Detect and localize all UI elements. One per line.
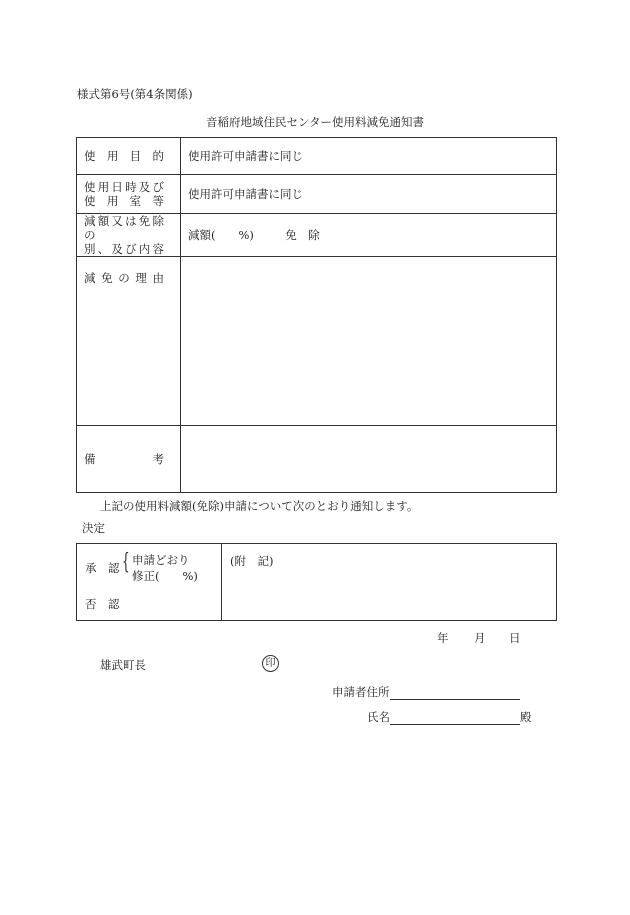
decision-row [77,544,557,621]
notice-text: 上記の使用料減額(免除)申請について次のとおり通知します。 [100,499,419,513]
document-title: 音稲府地域住民センター使用料減免通知書 [205,115,425,129]
table-row-purpose [77,138,557,175]
mayor-title: 雄武町長 [100,658,146,672]
label-reduction-line1: 減額又は免除の [84,214,164,242]
remarks-label: (附 記) [230,554,274,568]
value-reason [181,257,557,426]
decision-label: 決定 [82,521,105,535]
label-datetime-line2: 使 用 室 等 [84,194,164,208]
date-year: 年 [437,631,449,645]
label-purpose: 使 用 目 的 [84,149,164,163]
table-row-datetime [77,175,557,214]
date-day: 日 [509,631,521,645]
option-modified: 修正( %) [132,569,198,583]
label-remarks-left: 備 [84,452,96,466]
applicant-address-label: 申請者住所 [332,685,390,699]
value-purpose: 使用許可申請書に同じ [181,138,557,175]
value-discount: 減額( %) [188,228,254,242]
approve-label: 承 認 [85,561,120,575]
honorific: 殿 [520,710,532,724]
applicant-name-label: 氏名 [367,710,390,724]
applicant-address [332,684,520,700]
label-remarks-right: 考 [152,452,164,466]
form-number: 様式第6号(第4条関係) [77,87,193,101]
seal-icon: 印 [262,655,279,672]
brace-icon: { [122,550,130,575]
table-row-reduction [77,214,557,257]
main-form-table [76,137,557,493]
label-datetime-line1: 使用日時及び [84,180,164,194]
value-exempt: 免 除 [285,228,320,242]
decision-table [76,543,557,621]
value-datetime: 使用許可申請書に同じ [181,175,557,214]
table-row-remarks [77,426,557,493]
label-reason: 減 免 の 理 由 [84,271,164,285]
table-row-reason [77,257,557,426]
option-as-requested: 申請どおり [132,553,190,567]
applicant-name [367,709,532,725]
applicant-address-line [390,699,520,700]
deny-label: 否 認 [85,597,120,611]
date-month: 月 [474,631,486,645]
value-remarks [181,426,557,493]
label-reduction-line2: 別、及び内容 [84,242,164,256]
applicant-name-line [390,724,520,725]
